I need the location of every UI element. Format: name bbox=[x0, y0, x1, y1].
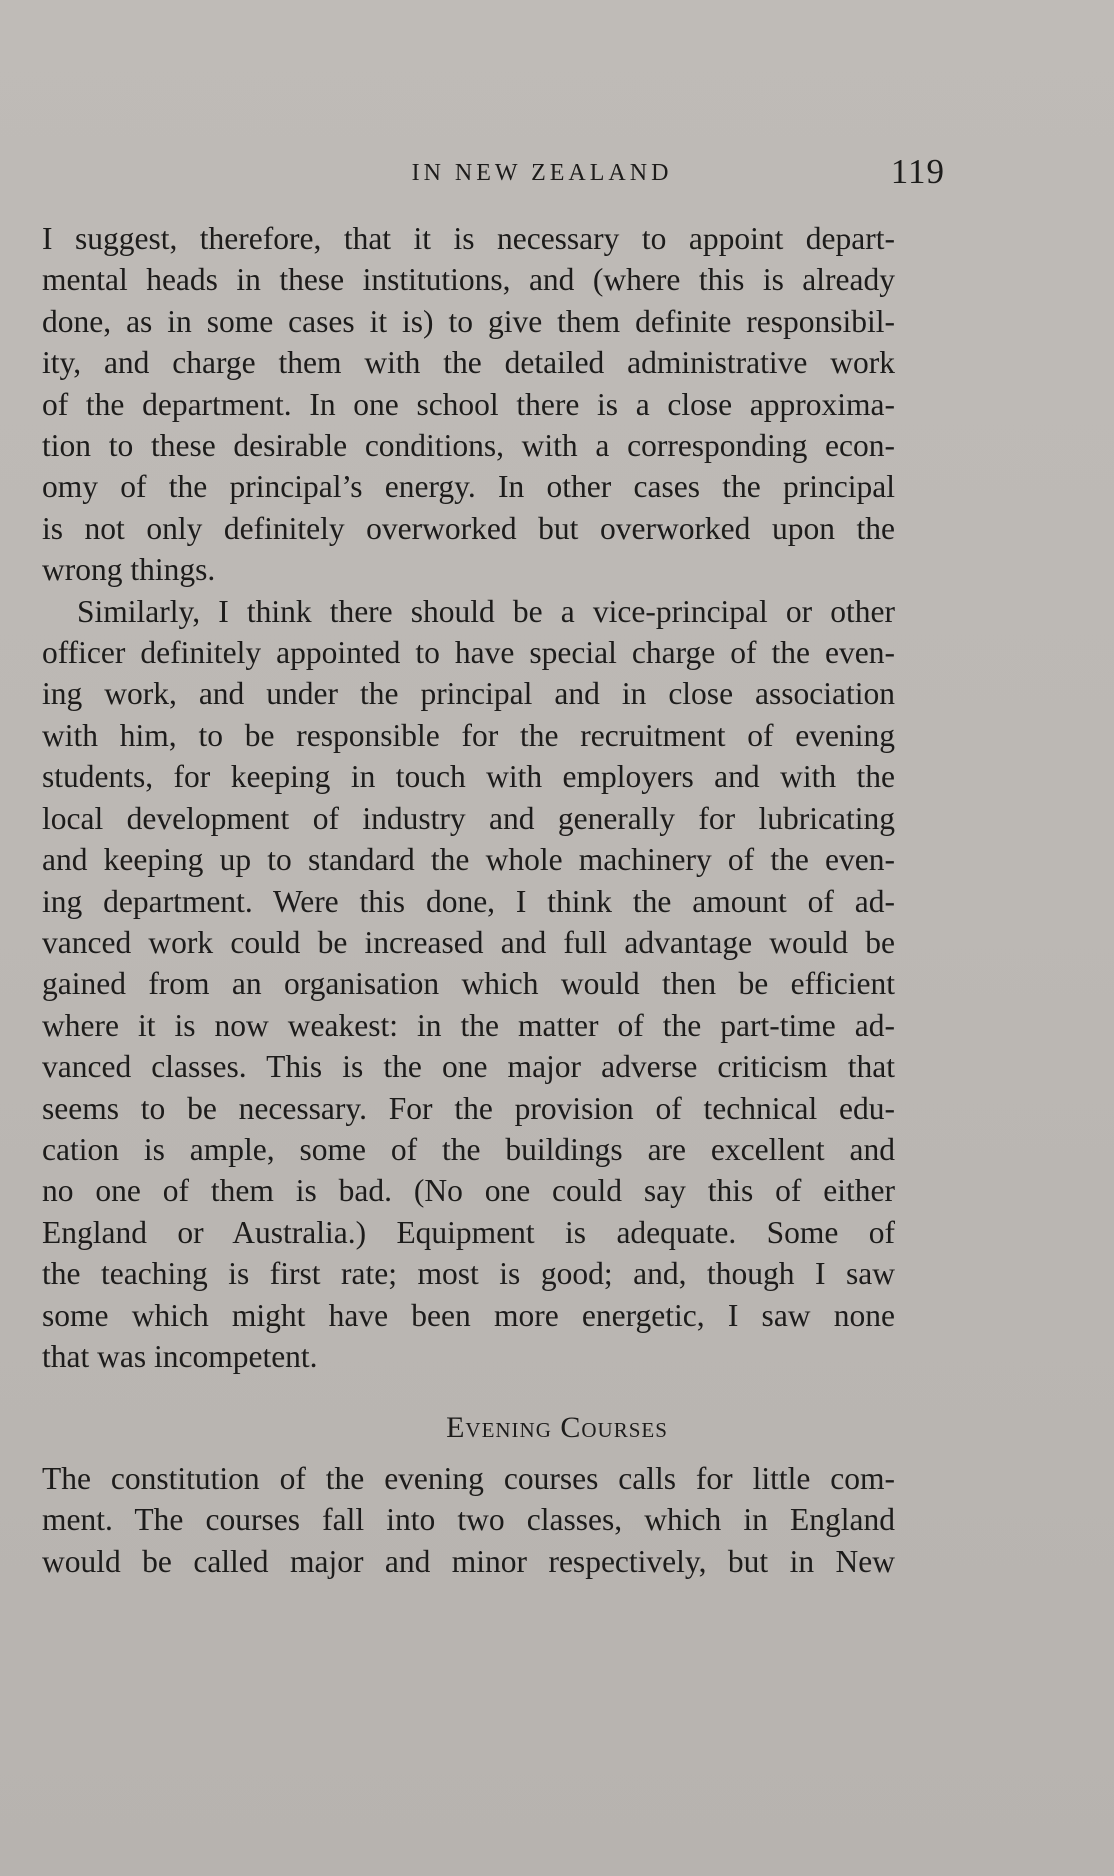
text-line: with him, to be responsible for the recruitment of evening bbox=[42, 717, 895, 753]
text-line: gained from an organisation which would then be efficient bbox=[42, 966, 895, 1002]
text-line: Similarly, I think there should be a vice-principal or other bbox=[77, 593, 895, 629]
text-line: The constitution of the evening courses calls for little com- bbox=[42, 1461, 895, 1496]
text-line: England or Australia.) Equipment is adequate. Some of bbox=[42, 1214, 895, 1250]
text-line: mental heads in these institutions, and (where this is already bbox=[42, 262, 895, 298]
text-line: wrong things. bbox=[42, 552, 216, 588]
text-line: ity, and charge them with the detailed administrative work bbox=[42, 345, 895, 381]
text-line: seems to be necessary. For the provision of technical edu- bbox=[42, 1090, 895, 1126]
text-line: that was incompetent. bbox=[42, 1338, 318, 1374]
text-line: would be called major and minor respectively, but in New bbox=[42, 1543, 895, 1579]
text-line: omy of the principal’s energy. In other cases the principal bbox=[42, 469, 895, 505]
body-text bbox=[42, 218, 895, 1377]
text-line: ing department. Were this done, I think the amount of ad- bbox=[42, 883, 895, 919]
text-line: local development of industry and generally for lubricating bbox=[42, 800, 895, 836]
text-line: I suggest, therefore, that it is necessary to appoint depart- bbox=[42, 221, 895, 256]
text-line: ing work, and under the principal and in close association bbox=[42, 676, 895, 712]
text-line: vanced classes. This is the one major adverse criticism that bbox=[42, 1049, 895, 1085]
running-head bbox=[42, 152, 1042, 196]
text-line: where it is now weakest: in the matter of the part-time ad- bbox=[42, 1007, 895, 1043]
text-line: cation is ample, some of the buildings are excellent and bbox=[42, 1131, 895, 1167]
text-line: students, for keeping in touch with employers and with the bbox=[42, 759, 895, 795]
section-heading: Evening Courses bbox=[446, 1411, 668, 1444]
text-line: tion to these desirable conditions, with a corresponding econ- bbox=[42, 428, 895, 464]
text-line: the teaching is first rate; most is good; and, though I saw bbox=[42, 1256, 895, 1292]
text-line: and keeping up to standard the whole machinery of the even- bbox=[42, 842, 895, 878]
running-title: IN NEW ZEALAND bbox=[411, 160, 673, 186]
text-line: done, as in some cases it is) to give them definite responsibil- bbox=[42, 303, 895, 339]
text-line: ment. The courses fall into two classes, which in England bbox=[42, 1502, 895, 1538]
text-line: officer definitely appointed to have special charge of the even- bbox=[42, 635, 895, 671]
section-body-text bbox=[42, 1458, 895, 1582]
text-line: some which might have been more energetic, I saw none bbox=[42, 1297, 895, 1333]
text-line: no one of them is bad. (No one could say this of either bbox=[42, 1173, 895, 1209]
text-line: of the department. In one school there is a close approxima- bbox=[42, 386, 895, 422]
text-line: vanced work could be increased and full advantage would be bbox=[42, 924, 895, 960]
text-line: is not only definitely overworked but overworked upon the bbox=[42, 510, 895, 546]
page-number: 119 bbox=[890, 152, 945, 191]
